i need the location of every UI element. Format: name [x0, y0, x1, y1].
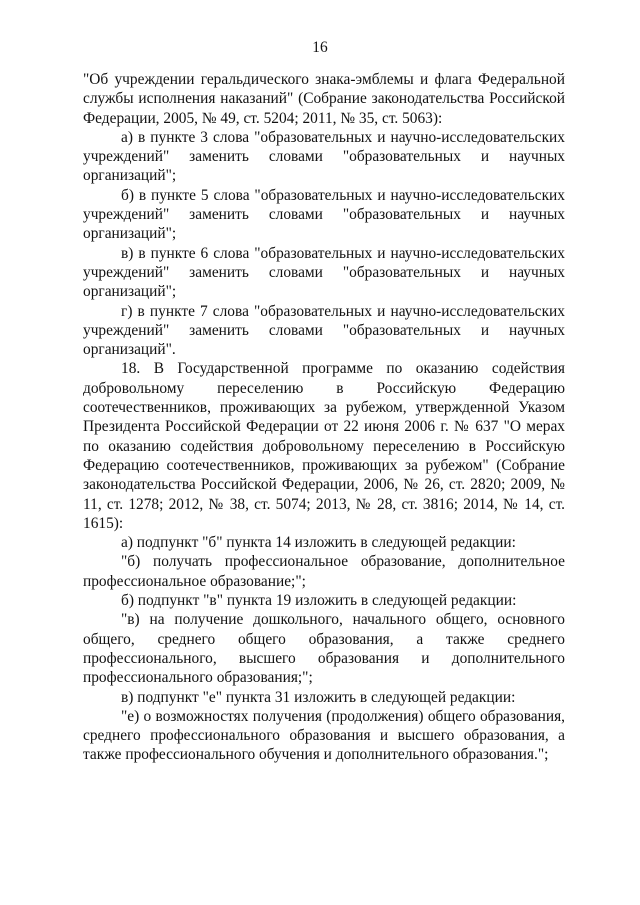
paragraph-sub-a: а) подпункт "б" пункта 14 изложить в следующей редакции:: [121, 534, 516, 552]
paragraph-item-v: в) в пункте 6 слова "образовательных и научно-исследовательских учреждений" заменить словами "образовательных и научных организаций";: [83, 244, 565, 301]
paragraph-item-b: б) в пункте 5 слова "образовательных и научно-исследовательских учреждений" заменить словами "образовательных и научных организаций";: [83, 186, 565, 243]
page-number: 16: [312, 39, 328, 56]
paragraph-intro: "Об учреждении геральдического знака-эмблемы и флага Федеральной службы исполнения наказаний" (Собрание законодательства Российской Федерации, 2005, № 49, ст. 5204; 2011, № 35, ст. 5063):: [83, 71, 565, 127]
paragraph-quote-b: "б) получать профессиональное образование, дополнительное профессиональное образование;";: [83, 553, 565, 590]
paragraph-quote-v: "в) на получение дошкольного, начального общего, основного общего, среднего общего образования, а также среднего профессионального, высшего образования и дополнительного профессионального образования;";: [83, 611, 565, 687]
paragraph-item-a: а) в пункте 3 слова "образовательных и научно-исследовательских учреждений" заменить словами "образовательных и научных организаций";: [83, 128, 565, 185]
paragraph-section-18: 18. В Государственной программе по оказанию содействия добровольному переселению в Российскую Федерацию соотечественников, проживающих за рубежом, утвержденной Указом Президента Российской Федерации от 22 июня 2006 г. № 637 "О мерах по оказанию содействия добровольному переселению в Российскую Федерацию соотечественников, проживающих за рубежом" (Собрание законодательства Российской Федерации, 2006, № 26, ст. 2820; 2009, № 11, ст. 1278; 2012, № 38, ст. 5074; 2013, № 28, ст. 3816; 2014, № 14, ст. 1615):: [83, 360, 565, 532]
paragraph-sub-v: в) подпункт "е" пункта 31 изложить в следующей редакции:: [121, 688, 516, 706]
document-body: [83, 70, 565, 765]
paragraph-quote-e: "е) о возможностях получения (продолжения) общего образования, среднего профессионального образования и высшего образования, а также профессионального обучения и дополнительного образования.";: [83, 707, 565, 764]
paragraph-sub-b: б) подпункт "в" пункта 19 изложить в следующей редакции:: [121, 592, 517, 610]
paragraph-item-g: г) в пункте 7 слова "образовательных и научно-исследовательских учреждений" заменить словами "образовательных и научных организаций".: [83, 302, 565, 359]
